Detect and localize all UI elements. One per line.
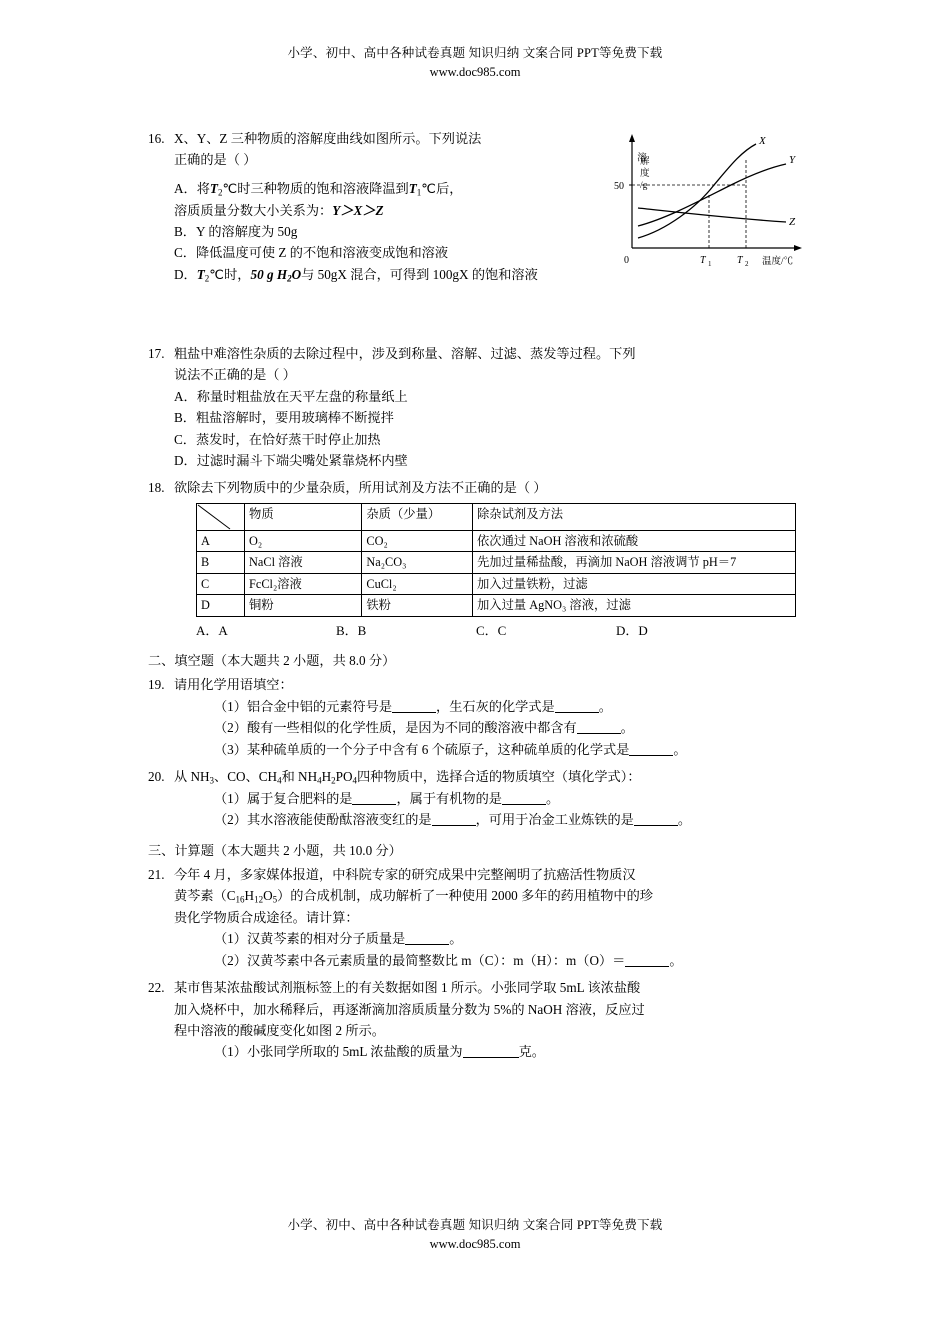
option-a-line2-prefix: 溶质质量分数大小关系为： — [174, 202, 333, 218]
row-label-b: B — [197, 552, 245, 574]
table-row — [197, 595, 796, 617]
svg-text:解: 解 — [640, 157, 650, 167]
q21-item1-text-a: （1）汉黄芩素的相对分子质量是 — [214, 931, 406, 947]
question-21-line3: 贵化学物质合成途径。请计算： — [174, 910, 359, 926]
table-header-method: 除杂试剂及方法 — [473, 503, 796, 530]
q19-item1-text-a: （1）铝合金中铝的元素符号是 — [214, 698, 393, 714]
question-21-number: 21. — [148, 866, 165, 882]
q20-item1-blank-2[interactable] — [502, 791, 546, 805]
option-a-t1-sub: 1 — [416, 187, 422, 197]
question-21 — [148, 864, 808, 971]
question-16-stem-line1: X、Y、Z 三种物质的溶解度曲线如图所示。下列说法 — [174, 131, 482, 146]
question-16-option-d — [174, 264, 594, 286]
question-20-stem — [174, 766, 808, 788]
answer-choice-b: B．B — [336, 623, 367, 638]
question-20 — [148, 766, 808, 831]
q20-stem-sub3: 4 — [317, 775, 322, 786]
svg-text:溶: 溶 — [635, 152, 645, 162]
question-16 — [148, 128, 808, 333]
q20-stem-sub5: 4 — [352, 775, 357, 786]
q22-item1-blank[interactable] — [463, 1045, 519, 1059]
question-20-item-2 — [214, 809, 808, 830]
table-corner-cell — [197, 503, 245, 530]
table-row — [197, 530, 796, 552]
q22-item1-text-b: 克。 — [518, 1044, 545, 1060]
section-3-heading: 三、计算题（本大题共 2 小题，共 10.0 分） — [148, 842, 402, 858]
q21-item2-text-b: 。 — [669, 952, 683, 968]
option-a-prefix: A．将 — [174, 180, 210, 196]
q20-item1-text-a: （1）属于复合肥料的是 — [214, 790, 353, 806]
row-substance-a: O₂ — [245, 530, 362, 552]
solubility-curve-figure — [596, 130, 818, 280]
question-19-number: 19. — [148, 677, 165, 693]
q20-item2-blank-1[interactable] — [432, 813, 476, 827]
question-22 — [148, 977, 808, 1063]
question-21-body — [174, 864, 808, 971]
q19-item2-blank-1[interactable] — [577, 721, 621, 735]
q21-item2-text-a: （2）汉黄芩素中各元素质量的最简整数比 m（C）：m（H）：m（O）＝ — [214, 952, 626, 968]
question-18-number: 18. — [148, 480, 165, 496]
question-16-option-b: B．Y 的溶解度为 50g — [174, 223, 298, 239]
svg-text:/g: /g — [640, 181, 648, 191]
question-18-body — [174, 477, 808, 498]
question-20-body — [174, 766, 808, 831]
question-21-item-2 — [214, 950, 808, 971]
q21-line2-sub1: 16 — [235, 894, 245, 905]
q19-item3-text-a: （3）某种硫单质的一个分子中含有 6 个硫原子，这种硫单质的化学式是 — [214, 741, 630, 757]
question-16-stem-line2: 正确的是（ ） — [174, 152, 257, 168]
question-20-number: 20. — [148, 768, 165, 784]
question-19-item-3 — [214, 739, 808, 760]
q20-stem-d: H — [321, 768, 332, 784]
impurity-removal-table — [196, 503, 796, 617]
question-22-line3: 程中溶液的酸碱度变化如图 2 所示。 — [174, 1022, 385, 1038]
q19-item3-blank-1[interactable] — [629, 742, 673, 756]
q21-item1-text-b: 。 — [449, 931, 463, 947]
q21-item2-blank[interactable] — [625, 953, 669, 967]
option-a-suffix: ℃后， — [421, 180, 463, 196]
svg-text:T: T — [737, 255, 743, 266]
question-17-stem-line2: 说法不正确的是（ ） — [174, 367, 296, 383]
option-d-formula: 50 g H — [250, 266, 288, 282]
q19-item2-text-a: （2）酸有一些相似的化学性质，是因为不同的酸溶液中都含有 — [214, 720, 577, 736]
watermark-top-line2: www.doc985.com — [429, 65, 521, 80]
option-d-t: T — [196, 266, 205, 282]
question-17-option-d: D．过滤时漏斗下端尖嘴处紧靠烧杯内壁 — [174, 452, 408, 468]
option-d-mid: ℃时， — [209, 266, 251, 282]
question-17-option-c: C．蒸发时，在恰好蒸干时停止加热 — [174, 431, 381, 447]
question-17-option-a: A．称量时粗盐放在天平左盘的称量纸上 — [174, 388, 408, 404]
question-22-line2: 加入烧杯中，加水稀释后，再逐渐滴加溶质质量分数为 5%的 NaOH 溶液，反应过 — [174, 1001, 645, 1017]
q21-line2-c: O — [263, 888, 273, 904]
q20-stem-b: 、CO、CH — [214, 768, 278, 784]
question-16-option-c: C．降低温度可使 Z 的不饱和溶液变成饱和溶液 — [174, 245, 449, 261]
row-substance-d: 铜粉 — [245, 595, 362, 617]
row-method-b: 先加过量稀盐酸，再滴加 NaOH 溶液调节 pH＝7 — [473, 552, 796, 574]
svg-text:温度/℃: 温度/℃ — [762, 257, 794, 267]
answer-choice-c: C．C — [476, 623, 507, 638]
svg-text:Z: Z — [789, 216, 796, 228]
option-a-mid: ℃时三种物质的饱和溶液降温到 — [222, 180, 409, 196]
question-21-line2 — [174, 885, 808, 907]
row-label-d: D — [197, 595, 245, 617]
option-a-t1: T — [408, 180, 417, 196]
q20-item1-blank-1[interactable] — [352, 791, 396, 805]
watermark-bottom — [0, 1216, 950, 1255]
exam-content — [148, 128, 808, 1069]
q20-item1-text-c: 。 — [545, 790, 560, 806]
question-17-number: 17. — [148, 346, 165, 361]
q20-item2-text-a: （2）其水溶液能使酚酞溶液变红的是 — [214, 812, 432, 828]
row-impurity-c: CuCl₂ — [362, 573, 473, 595]
q21-line2-sub2: 12 — [254, 894, 264, 905]
option-d-tail: 与 50gX 混合，可得到 100gX 的饱和溶液 — [301, 266, 538, 282]
q20-stem-a: 从 NH — [174, 768, 210, 784]
question-18-answer-choices — [196, 620, 756, 641]
q21-line2-b: H — [244, 888, 255, 904]
table-header-impurity: 杂质（少量） — [362, 503, 473, 530]
question-18 — [148, 477, 808, 641]
question-16-body — [174, 128, 594, 286]
question-19 — [148, 674, 808, 760]
q20-stem-f: 四种物质中，选择合适的物质填空（填化学式）： — [357, 768, 641, 784]
svg-text:1: 1 — [708, 260, 712, 268]
table-row — [197, 552, 796, 574]
question-19-body — [174, 674, 808, 760]
svg-text:度: 度 — [640, 169, 650, 179]
row-label-a: A — [197, 530, 245, 552]
q19-item1-text-b: ，生石灰的化学式是 — [436, 698, 555, 714]
question-22-line1: 某市售某浓盐酸试剂瓶标签上的有关数据如图 1 所示。小张同学取 5mL 该浓盐酸 — [174, 980, 641, 996]
watermark-bottom-line2: www.doc985.com — [429, 1237, 521, 1252]
question-16-number: 16. — [148, 131, 165, 146]
question-18-stem: 欲除去下列物质中的少量杂质，所用试剂及方法不正确的是（ ） — [174, 480, 547, 496]
option-d-t-sub: 2 — [204, 272, 210, 283]
q21-line2-sub3: 5 — [272, 894, 278, 905]
svg-text:50: 50 — [614, 181, 624, 192]
answer-choice-a: A．A — [196, 623, 228, 638]
option-d-formula-post: O — [291, 266, 302, 282]
question-17-body — [174, 343, 808, 471]
q20-item2-text-b: ，可用于冶金工业炼铁的是 — [475, 812, 634, 828]
question-22-body — [174, 977, 808, 1063]
question-17-stem-line1: 粗盐中难溶性杂质的去除过程中，涉及到称量、溶解、过滤、蒸发等过程。下列 — [174, 346, 636, 361]
option-a-relation: Y＞X＞Z — [332, 202, 384, 218]
q20-stem-sub1: 3 — [209, 775, 215, 786]
row-method-a: 依次通过 NaOH 溶液和浓硫酸 — [473, 530, 796, 552]
question-22-number: 22. — [148, 980, 165, 996]
row-substance-b: NaCl 溶液 — [245, 552, 362, 574]
option-d-formula-sub: 2 — [287, 272, 292, 283]
q19-item1-blank-2[interactable] — [555, 699, 599, 713]
answer-choice-d: D．D — [616, 623, 648, 638]
option-a-t2-sub: 2 — [217, 187, 223, 197]
question-21-item-1 — [214, 928, 808, 949]
svg-text:2: 2 — [745, 260, 749, 268]
row-method-d: 加入过量 AgNO₃ 溶液，过滤 — [473, 595, 796, 617]
q20-item2-blank-2[interactable] — [634, 813, 678, 827]
q20-item2-text-c: 。 — [677, 812, 692, 828]
row-impurity-d: 铁粉 — [362, 595, 473, 617]
q19-item1-blank-1[interactable] — [392, 699, 436, 713]
question-19-item-2 — [214, 717, 808, 738]
question-22-item-1 — [214, 1041, 808, 1062]
q20-stem-sub4: 2 — [331, 775, 336, 786]
watermark-top — [0, 44, 950, 83]
svg-text:T: T — [700, 255, 706, 266]
question-17-option-b: B．粗盐溶解时，要用玻璃棒不断搅拌 — [174, 410, 394, 426]
row-method-c: 加入过量铁粉，过滤 — [473, 573, 796, 595]
watermark-bottom-line1: 小学、初中、高中各种试卷真题 知识归纳 文案合同 PPT等免费下载 — [287, 1218, 663, 1232]
row-substance-c: FcCl₂溶液 — [245, 573, 362, 595]
section-2-heading: 二、填空题（本大题共 2 小题，共 8.0 分） — [148, 653, 396, 669]
question-20-item-1 — [214, 788, 808, 809]
q22-item1-text-a: （1）小张同学所取的 5mL 浓盐酸的质量为 — [214, 1044, 463, 1060]
q21-item1-blank[interactable] — [405, 932, 449, 946]
question-16-option-a — [174, 178, 594, 200]
question-19-item-1 — [214, 696, 808, 717]
q20-item1-text-b: ，属于有机物的是 — [396, 790, 502, 806]
q21-line2-a: 黄芩素（C — [174, 888, 236, 904]
question-19-stem: 请用化学用语填空： — [174, 677, 293, 693]
q19-item1-text-c: 。 — [598, 698, 612, 714]
question-21-line1: 今年 4 月，多家媒体报道，中科院专家的研究成果中完整阐明了抗癌活性物质汉 — [174, 866, 636, 882]
table-row — [197, 573, 796, 595]
row-label-c: C — [197, 573, 245, 595]
option-d-prefix: D． — [174, 266, 197, 282]
q20-stem-e: PO — [335, 768, 353, 784]
q20-stem-sub2: 4 — [277, 775, 282, 786]
question-16-option-a-line2 — [174, 200, 594, 221]
q20-stem-c: 和 NH — [281, 768, 318, 784]
q19-item3-text-b: 。 — [673, 741, 687, 757]
option-a-t2: T — [209, 180, 218, 196]
svg-text:X: X — [759, 135, 766, 147]
q21-line2-d: ）的合成机制，成功解析了一种使用 2000 多年的药用植物中的珍 — [277, 888, 653, 904]
watermark-top-line1: 小学、初中、高中各种试卷真题 知识归纳 文案合同 PPT等免费下载 — [287, 46, 663, 60]
row-impurity-b: Na₂CO₃ — [362, 552, 473, 574]
table-header-row — [197, 503, 796, 530]
row-impurity-a: CO₂ — [362, 530, 473, 552]
question-17 — [148, 343, 808, 471]
table-header-substance: 物质 — [245, 503, 362, 530]
svg-text:Y: Y — [789, 154, 796, 166]
svg-text:0: 0 — [624, 255, 629, 266]
q19-item2-text-b: 。 — [620, 720, 634, 736]
